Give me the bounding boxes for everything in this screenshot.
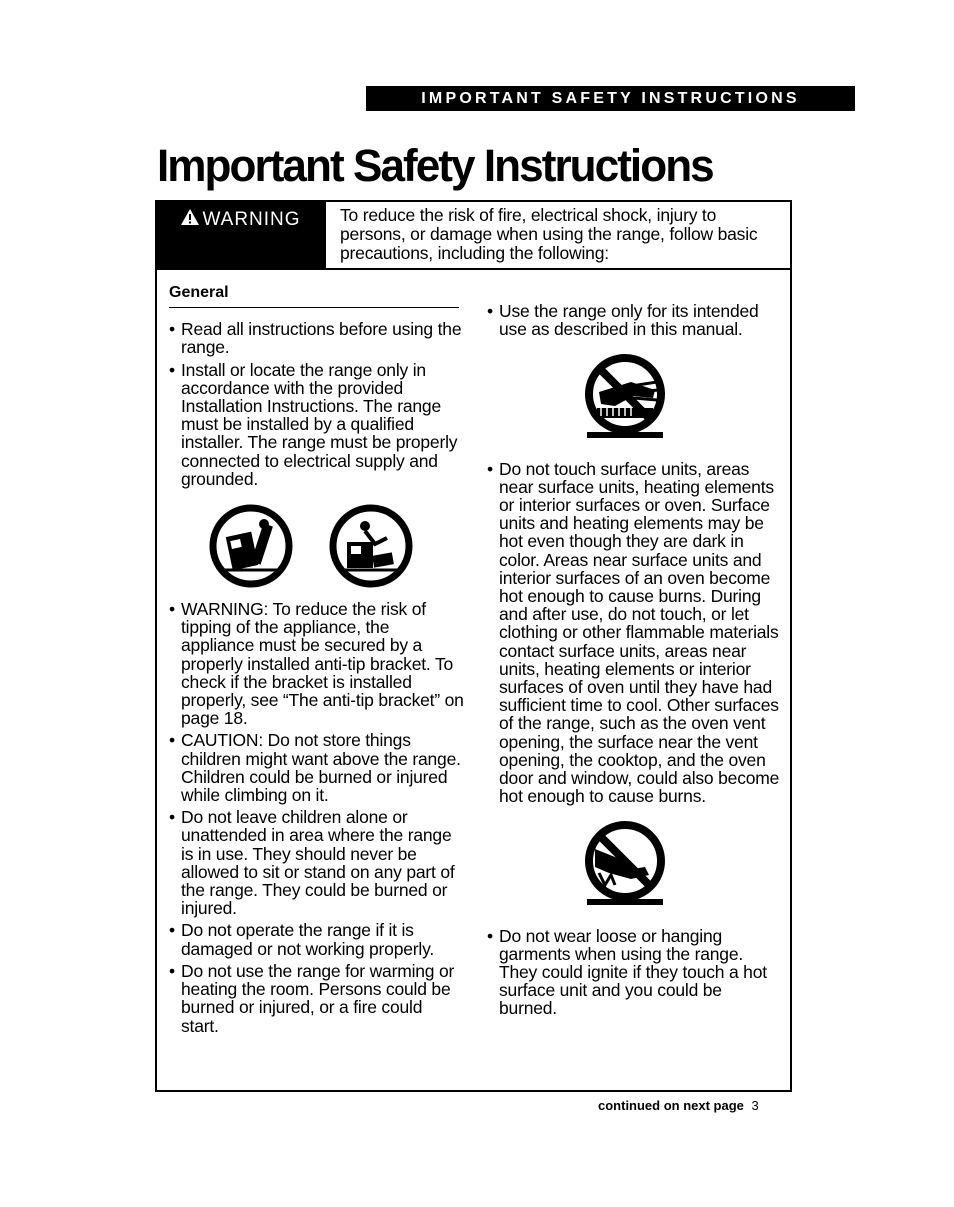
list-item: • Do not touch surface units, areas near surface units, heating elements or interior surfaces or oven. Surface units and heating elements may be hot even though they are dark in color. Areas near surface units and interior surfaces of an oven become hot enough to cause burns. During and after use, do not touch, or let clothing or other flammable materials contact surface units, areas near units, heating elements or interior surfaces of oven until they have had sufficient time to cool. Other surfaces of the range, such as the oven vent opening, the surface near the vent opening, the cooktop, and the oven door and window, could also become hot enough to cause burns. [487, 458, 780, 807]
anti-tip-tipping-icon [209, 504, 293, 588]
section-heading-general: General [169, 284, 459, 308]
list-item: • Do not leave children alone or unattended in area where the range is in use. They should never be allowed to sit or stand on any part of the range. They could be burned or injured. [169, 807, 455, 919]
warning-triangle-icon [180, 208, 200, 226]
no-touch-hot-surface-icon [575, 352, 675, 442]
general-list-bottom [169, 600, 464, 1035]
list-item: • CAUTION: Do not store things children might want above the range. Children could be burned or injured while climbing on it. [169, 730, 461, 806]
list-item: • Read all instructions before using the range. [169, 319, 462, 358]
warning-label-text: WARNING [202, 209, 301, 230]
anti-tip-climbing-icon [329, 504, 413, 588]
no-touch-icon-wrap [575, 352, 782, 445]
header-bar: IMPORTANT SAFETY INSTRUCTIONS [366, 86, 855, 111]
list-item: • Do not use the range for warming or heating the room. Persons could be burned or injured, or a fire could start. [169, 960, 455, 1036]
anti-tip-icons [209, 504, 464, 588]
footer-continued [598, 1098, 759, 1113]
right-list-1 [487, 302, 782, 338]
list-item: • Do not wear loose or hanging garments when using the range. They could ignite if they touch a hot surface unit and you could be burned. [487, 925, 767, 1019]
list-item: • Install or locate the range only in accordance with the provided Installation Instructions. The range must be installed by a qualified installer. The range must be properly connected to electrical supply and grounded. [169, 359, 458, 489]
list-item: • WARNING: To reduce the risk of tipping of the appliance, the appliance must be secured by a properly installed anti-tip bracket. To check if the bracket is installed properly, see “The anti-tip bracket” on page 18. [169, 599, 464, 729]
left-column [169, 284, 464, 1039]
right-column [487, 302, 782, 1022]
right-list-3 [487, 927, 782, 1018]
no-garments-icon-wrap [575, 819, 782, 912]
no-loose-garments-icon [575, 819, 675, 909]
list-item: • Use the range only for its intended use as described in this manual. [487, 301, 759, 340]
safety-frame [155, 200, 792, 1092]
page-number: 3 [751, 1098, 759, 1113]
page-title: Important Safety Instructions [157, 140, 713, 191]
footer-continued-text: continued on next page [598, 1098, 744, 1113]
list-item: • Do not operate the range if it is damaged or not working properly. [169, 920, 434, 959]
general-list-top [169, 320, 464, 488]
warning-text: To reduce the risk of fire, electrical shock, injury to persons, or damage when using the range, follow basic precautions, including the following: [324, 202, 790, 270]
right-list-2 [487, 460, 782, 806]
warning-label [157, 202, 324, 270]
